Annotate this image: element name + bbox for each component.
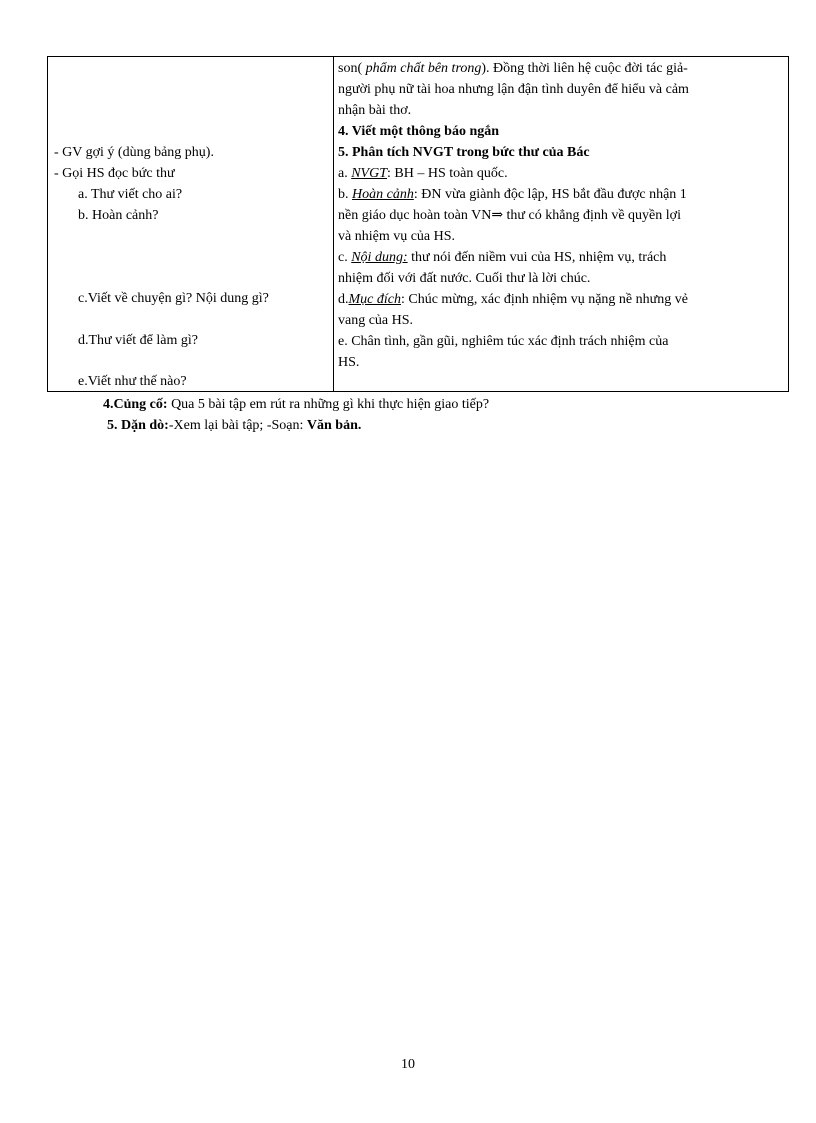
right-line-10: c. Nội dung: thư nói đến niềm vui của HS, nhiệm vụ, trách <box>338 250 667 265</box>
left-line-6: d.Thư viết để làm gì? <box>78 333 198 348</box>
cung-co-line: 4.Củng cố: Qua 5 bài tập em rút ra những gì khi thực hiện giao tiếp? <box>103 397 490 412</box>
column-divider <box>333 57 334 391</box>
left-line-2: - Gọi HS đọc bức thư <box>54 166 175 181</box>
right-line-15: HS. <box>338 355 360 370</box>
right-line-9: và nhiệm vụ của HS. <box>338 229 456 244</box>
dan-do-line: 5. Dặn dò:-Xem lại bài tập; -Soạn: Văn bản. <box>107 418 362 433</box>
lesson-table <box>47 56 789 392</box>
right-line-12: d.Mục đích: Chúc mừng, xác định nhiệm vụ nặng nề nhưng vẻ <box>338 292 688 307</box>
left-line-1: - GV gợi ý (dùng bảng phụ). <box>54 145 214 160</box>
section-4-heading: 4. Viết một thông báo ngắn <box>338 124 500 139</box>
left-line-7: e.Viết như thế nào? <box>78 374 187 389</box>
section-5-heading: 5. Phân tích NVGT trong bức thư của Bác <box>338 145 590 160</box>
right-line-2: người phụ nữ tài hoa nhưng lận đận tình duyên để hiểu và cảm <box>338 82 689 97</box>
left-line-5: c.Viết về chuyện gì? Nội dung gì? <box>78 291 269 306</box>
right-line-13: vang của HS. <box>338 313 414 328</box>
right-line-3: nhận bài thơ. <box>338 103 412 118</box>
right-line-11: nhiệm đối với đất nước. Cuối thư là lời chúc. <box>338 271 591 286</box>
right-line-8: nền giáo dục hoàn toàn VN⇒ thư có khẳng định về quyền lợi <box>338 208 681 223</box>
page-number: 10 <box>401 1057 415 1072</box>
right-line-6: a. NVGT: BH – HS toàn quốc. <box>338 166 508 181</box>
right-line-14: e. Chân tình, gần gũi, nghiêm túc xác định trách nhiệm của <box>338 334 669 349</box>
right-line-7: b. Hoàn cảnh: ĐN vừa giành độc lập, HS bắt đầu được nhận 1 <box>338 187 687 202</box>
left-line-4: b. Hoàn cảnh? <box>78 208 159 223</box>
right-line-1: son( phẩm chất bên trong). Đồng thời liên hệ cuộc đời tác giả- <box>338 61 688 76</box>
left-line-3: a. Thư viết cho ai? <box>78 187 183 202</box>
